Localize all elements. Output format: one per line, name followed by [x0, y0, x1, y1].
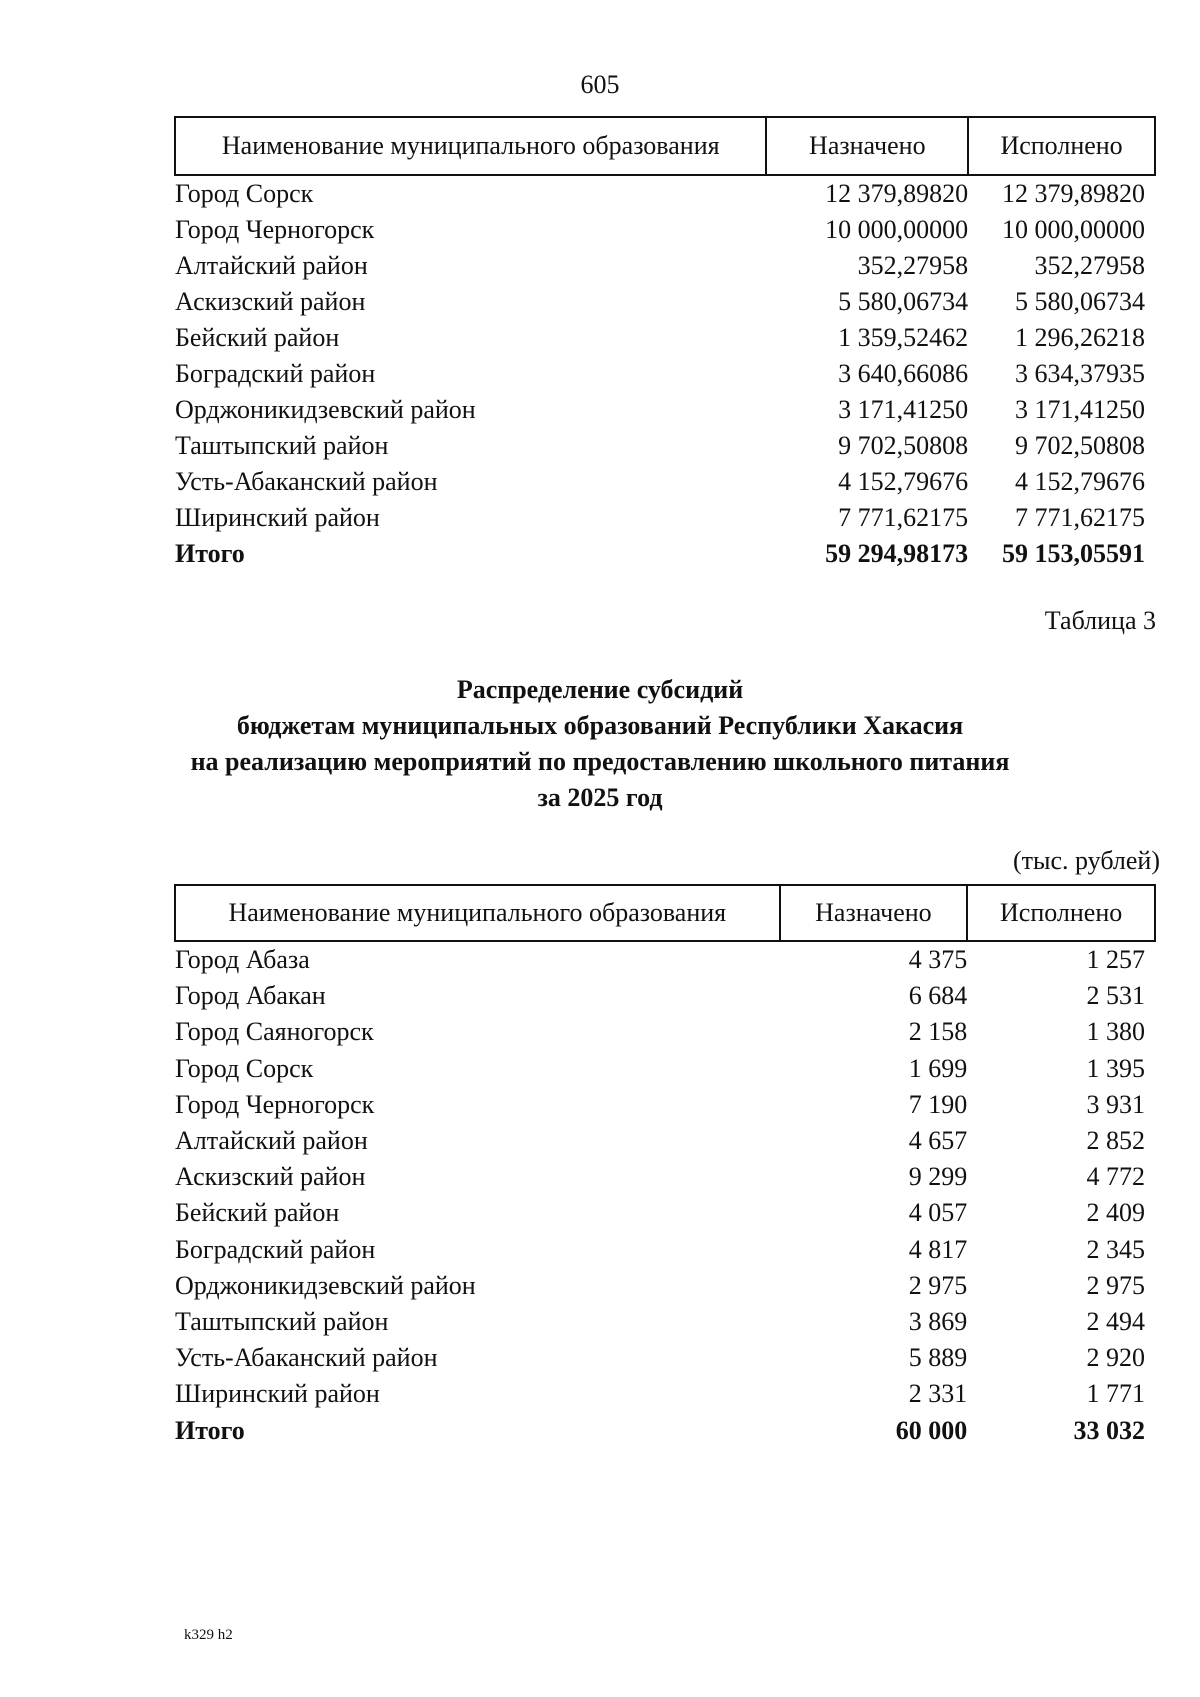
column-header-executed: Исполнено	[967, 885, 1155, 941]
cell-executed: 1 257	[1086, 945, 1145, 974]
cell-name: Город Саяногорск	[175, 1017, 374, 1047]
table-row	[175, 248, 1155, 284]
cell-name: Город Черногорск	[175, 1089, 375, 1119]
cell-executed: 1 771	[1086, 1379, 1145, 1409]
cell-name: Аскизский район	[175, 287, 366, 316]
total-executed: 33 032	[1073, 1415, 1145, 1445]
cell-name: Ширинский район	[175, 1379, 380, 1409]
cell-executed: 4 152,79676	[1015, 467, 1145, 496]
cell-executed: 2 345	[1086, 1234, 1145, 1264]
cell-executed: 1 395	[1086, 1053, 1145, 1083]
cell-assigned: 3 869	[908, 1307, 968, 1337]
cell-executed: 2 409	[1086, 1198, 1145, 1228]
cell-name: Город Абакан	[175, 981, 326, 1011]
cell-assigned: 6 684	[908, 981, 968, 1011]
cell-assigned: 1 699	[908, 1053, 968, 1083]
total-row	[175, 536, 1155, 572]
column-header-name: Наименование муниципального образования	[175, 885, 780, 941]
table-title	[0, 672, 1200, 816]
units-label: (тыс. рублей)	[1012, 846, 1160, 875]
cell-assigned: 2 331	[908, 1379, 968, 1409]
table-row	[175, 1087, 1155, 1123]
cell-name: Город Сорск	[175, 1053, 314, 1083]
title-line: бюджетам муниципальных образований Республики Хакасия	[236, 711, 964, 740]
table-row	[175, 1014, 1155, 1050]
table-row	[175, 1123, 1155, 1159]
table-header-row	[175, 117, 1155, 175]
cell-name: Город Абаза	[175, 945, 310, 974]
cell-assigned: 5 889	[908, 1343, 968, 1373]
cell-name: Боградский район	[175, 359, 376, 388]
cell-executed: 2 920	[1086, 1343, 1145, 1373]
cell-name: Город Черногорск	[175, 215, 375, 244]
cell-assigned: 2 975	[908, 1270, 968, 1300]
total-assigned: 59 294,98173	[825, 539, 969, 568]
total-row	[175, 1413, 1155, 1449]
table-row	[175, 1232, 1155, 1268]
cell-name: Аскизский район	[175, 1162, 366, 1192]
cell-executed: 2 531	[1086, 981, 1145, 1011]
cell-assigned: 9 702,50808	[838, 431, 969, 460]
cell-name: Таштыпский район	[175, 431, 389, 460]
cell-name: Орджоникидзевский район	[175, 395, 476, 424]
cell-assigned: 4 657	[908, 1126, 968, 1156]
table-row	[175, 1195, 1155, 1231]
total-executed: 59 153,05591	[1002, 539, 1145, 568]
table-row	[175, 978, 1155, 1014]
table-row	[175, 1051, 1155, 1087]
total-label: Итого	[175, 539, 245, 568]
cell-assigned: 4 152,79676	[838, 467, 969, 496]
cell-executed: 1 296,26218	[1015, 323, 1145, 352]
cell-assigned: 5 580,06734	[838, 287, 969, 316]
cell-executed: 12 379,89820	[1002, 179, 1145, 208]
column-header-executed: Исполнено	[968, 117, 1155, 175]
table-row	[175, 1304, 1155, 1340]
cell-name: Бейский район	[175, 323, 340, 352]
cell-assigned: 352,27958	[857, 251, 969, 280]
cell-executed: 1 380	[1086, 1017, 1145, 1047]
column-header-assigned: Назначено	[780, 885, 968, 941]
table-row	[175, 284, 1155, 320]
cell-name: Таштыпский район	[175, 1307, 389, 1337]
cell-executed: 2 975	[1086, 1270, 1145, 1300]
cell-executed: 352,27958	[1034, 251, 1145, 280]
cell-executed: 7 771,62175	[1015, 503, 1145, 532]
cell-name: Ширинский район	[175, 503, 380, 532]
cell-assigned: 10 000,00000	[825, 215, 969, 244]
table-row	[175, 1268, 1155, 1304]
cell-name: Город Сорск	[175, 179, 314, 208]
cell-executed: 5 580,06734	[1015, 287, 1145, 316]
table-row	[175, 428, 1155, 464]
cell-name: Усть-Абаканский район	[175, 467, 438, 496]
cell-name: Боградский район	[175, 1234, 376, 1264]
cell-executed: 2 852	[1086, 1126, 1145, 1156]
cell-executed: 3 634,37935	[1015, 359, 1145, 388]
cell-name: Бейский район	[175, 1198, 340, 1228]
cell-executed: 3 171,41250	[1015, 395, 1145, 424]
cell-name: Алтайский район	[175, 251, 368, 280]
cell-executed: 10 000,00000	[1002, 215, 1145, 244]
title-line: Распределение субсидий	[456, 675, 744, 704]
column-header-assigned: Назначено	[766, 117, 968, 175]
cell-assigned: 12 379,89820	[825, 179, 969, 208]
table-row	[175, 175, 1155, 212]
column-header-name: Наименование муниципального образования	[175, 117, 766, 175]
table-row	[175, 500, 1155, 536]
footer-code: k329 h2	[184, 1627, 233, 1643]
cell-assigned: 7 771,62175	[838, 503, 969, 532]
title-line: на реализацию мероприятий по предоставлению школьного питания	[190, 747, 1010, 776]
cell-name: Орджоникидзевский район	[175, 1270, 476, 1300]
cell-executed: 9 702,50808	[1015, 431, 1145, 460]
title-line: за 2025 год	[537, 783, 663, 812]
cell-assigned: 4 057	[908, 1198, 968, 1228]
table-row	[175, 941, 1155, 978]
table-row	[175, 320, 1155, 356]
table-row	[175, 1376, 1155, 1412]
table-row	[175, 464, 1155, 500]
total-label: Итого	[175, 1415, 245, 1445]
total-assigned: 60 000	[895, 1415, 968, 1445]
cell-assigned: 1 359,52462	[838, 323, 969, 352]
page-number: 605	[580, 70, 620, 99]
cell-assigned: 3 171,41250	[838, 395, 969, 424]
table-row	[175, 392, 1155, 428]
table-header-row	[175, 885, 1155, 941]
cell-assigned: 2 158	[908, 1017, 968, 1047]
table-2	[174, 884, 1156, 1449]
cell-executed: 3 931	[1086, 1089, 1145, 1119]
table-row	[175, 212, 1155, 248]
table-1	[174, 116, 1156, 572]
table-row	[175, 356, 1155, 392]
table-row	[175, 1159, 1155, 1195]
cell-name: Алтайский район	[175, 1126, 368, 1156]
cell-executed: 2 494	[1086, 1307, 1145, 1337]
cell-assigned: 3 640,66086	[838, 359, 969, 388]
cell-executed: 4 772	[1086, 1162, 1145, 1192]
cell-assigned: 4 375	[908, 945, 968, 974]
cell-assigned: 9 299	[908, 1162, 968, 1192]
cell-name: Усть-Абаканский район	[175, 1343, 438, 1373]
cell-assigned: 7 190	[908, 1089, 968, 1119]
table-label: Таблица 3	[1044, 606, 1156, 635]
cell-assigned: 4 817	[908, 1234, 968, 1264]
table-row	[175, 1340, 1155, 1376]
